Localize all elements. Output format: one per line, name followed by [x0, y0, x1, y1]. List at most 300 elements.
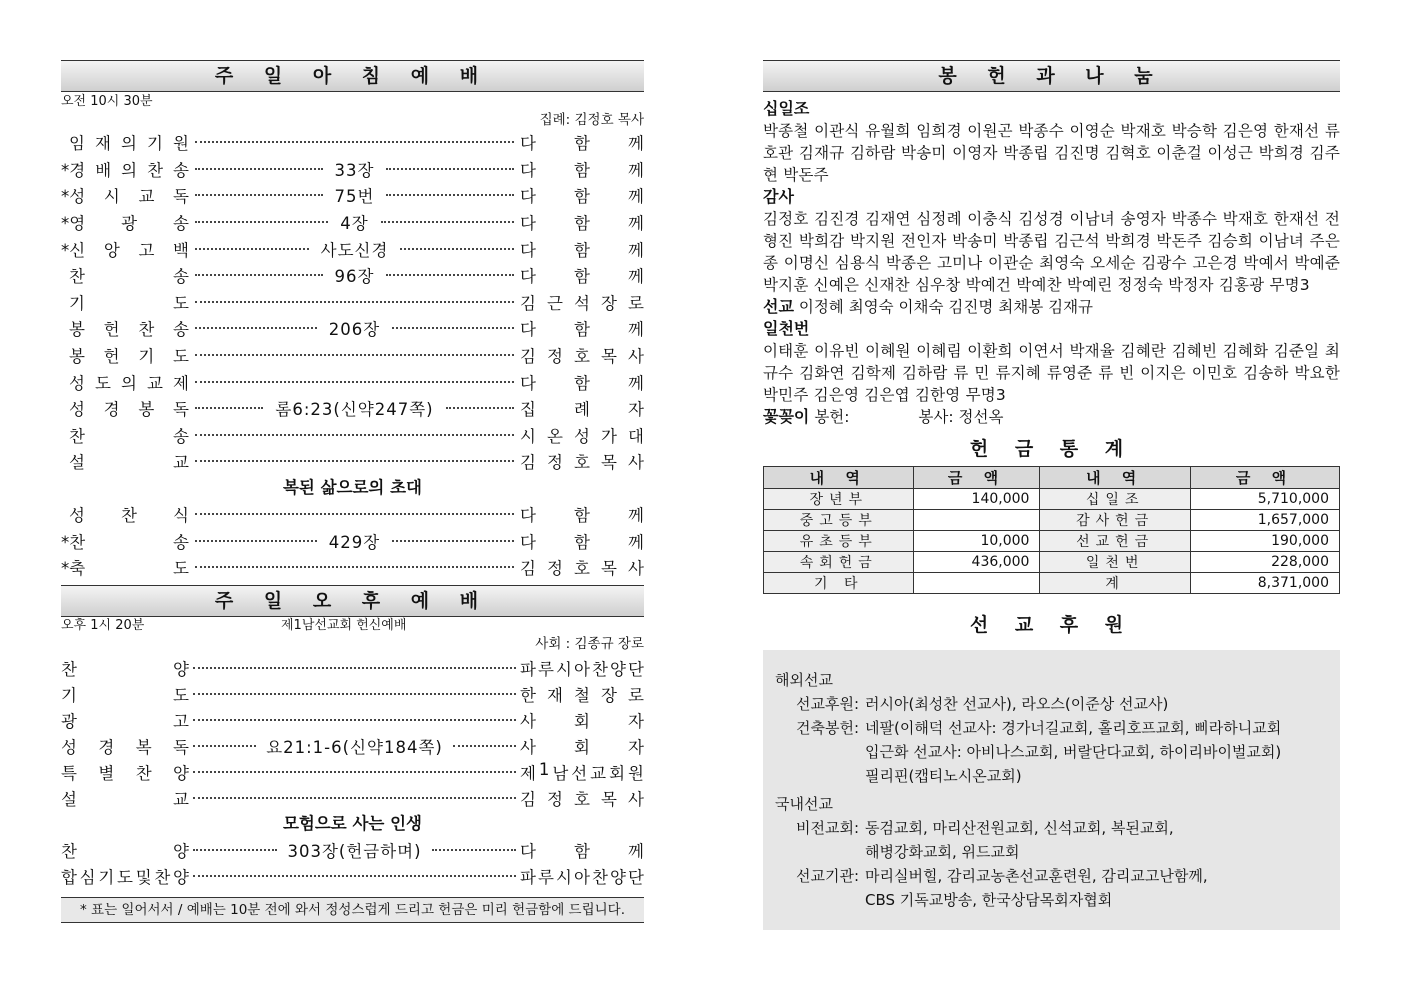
afternoon-time: 오후 1시 20분: [61, 617, 145, 633]
flower-offer: 봉헌:: [814, 408, 850, 426]
label-char: 찬: [61, 659, 77, 679]
leader-dots: [453, 745, 516, 747]
who-char: 께: [628, 134, 644, 154]
money-header: 내 역: [764, 467, 914, 489]
label-char: 도: [173, 559, 189, 579]
who-char: 다: [520, 214, 536, 234]
label-char: 설: [69, 453, 85, 473]
who-char: 대: [628, 426, 644, 446]
money-amount: 436,000: [914, 552, 1040, 573]
who-char: 목: [601, 453, 617, 473]
who-char: 호: [574, 453, 590, 473]
order-detail: 사도신경: [320, 240, 389, 260]
label-char: 송: [173, 267, 189, 287]
domestic-list: [775, 816, 1328, 912]
domestic-title: 국내선교: [775, 795, 833, 813]
who-char: 김: [520, 293, 536, 313]
who-char: 시: [520, 426, 536, 446]
label-char: 고: [173, 711, 189, 731]
support-value: 입근화 선교사: 아비나스교회, 버랄단다교회, 하이리바이벌교회): [865, 743, 1282, 761]
ilcheon-names: 이태훈 이유빈 이혜원 이혜림 이환희 이연서 박재율 김혜란 김혜빈 김혜화 김준일 최규수 김화연 김학제 김하람 류 민 류지혜 류영준 류 빈 이지은 이민호 김송하 박요한 박민주 김은영 김은엽 김한영 무명3: [763, 342, 1340, 404]
who-char: 함: [574, 506, 590, 526]
who-char: 단: [628, 659, 644, 679]
who-char: 께: [628, 373, 644, 393]
leader-dots: [386, 194, 514, 196]
order-label: [61, 449, 189, 473]
order-item: [61, 863, 644, 889]
who-char: 회: [574, 711, 590, 731]
afternoon-subtitle: 제1남선교회 헌신예배: [281, 617, 407, 633]
label-char: 성: [69, 373, 85, 393]
order-item: [61, 707, 644, 733]
leader-dots: [195, 434, 514, 436]
label-char: 제: [173, 373, 189, 393]
morning-leader: 집례: 김정호 목사: [539, 112, 644, 128]
leader-dots: [195, 566, 514, 568]
label-char: 도: [117, 867, 133, 887]
who-char: 로: [628, 293, 644, 313]
who-char: 께: [628, 240, 644, 260]
label-char: 양: [173, 659, 189, 679]
who-char: 례: [574, 400, 590, 420]
money-category: 중고등부: [764, 510, 914, 531]
label-char: 별: [98, 763, 115, 783]
order-detail: 33장: [334, 160, 375, 180]
leader-dots: [193, 667, 516, 669]
leader-dots: [400, 248, 514, 250]
leader-dots: [432, 849, 516, 851]
who-char: 자: [628, 400, 644, 420]
order-person: [520, 760, 644, 784]
label-char: 경: [98, 737, 115, 757]
order-label: [61, 529, 189, 553]
label-char: 교: [138, 187, 155, 207]
order-label: [61, 555, 189, 579]
leader-dots: [195, 301, 514, 303]
who-char: 호: [574, 559, 590, 579]
label-char: 봉: [138, 400, 155, 420]
who-char: 아: [574, 659, 590, 679]
support-line: [775, 888, 1328, 912]
order-label: [61, 370, 189, 394]
who-char: 장: [601, 293, 617, 313]
label-char: 기: [98, 867, 115, 887]
leader-dots: [195, 221, 328, 223]
who-char: 정: [547, 789, 563, 809]
label-char: 합: [61, 867, 77, 887]
leader-dots: [193, 719, 516, 721]
order-person: [520, 838, 644, 862]
who-char: 사: [628, 453, 644, 473]
label-char: 기: [138, 347, 155, 367]
support-value: CBS 기독교방송, 한국상담목회자협회: [865, 891, 1113, 909]
thanks-names: 김정호 김진경 김재연 심정례 이충식 김성경 이남녀 송영자 박종수 박재호 한재선 전형진 박희감 박지원 전인자 박송미 박종립 김근석 박희경 박돈주 김승희 이남녀 주은종 이명신 심용식 박종은 고미나 이관순 최영숙 오세순 김광수 고은경 박예서 박예준 박지훈 신예은 신재찬 심우창 박예건 박예찬 박예린 정정숙 박정자 김홍광 무명3: [763, 210, 1340, 294]
who-char: 찬: [592, 659, 608, 679]
worship-note: * 표는 일어서서 / 예배는 10분 전에 와서 정성스럽게 드리고 헌금은 미리 헌금함에 드립니다.: [61, 897, 644, 923]
label-char: 임: [69, 134, 85, 154]
label-char: 봉: [69, 320, 85, 340]
label-char: 광: [121, 214, 138, 234]
money-row: [764, 552, 1340, 573]
money-body: [764, 489, 1340, 594]
support-key: [775, 840, 865, 864]
who-char: 온: [547, 426, 563, 446]
label-char: 특: [61, 763, 77, 783]
order-item: [61, 448, 644, 475]
who-char: 제: [520, 763, 536, 783]
afternoon-service-title: 주 일 오 후 예 배: [61, 585, 644, 617]
who-char: 사: [628, 789, 644, 809]
who-char: 김: [520, 347, 536, 367]
leader-dots: [193, 875, 516, 877]
label-char: 심: [79, 867, 96, 887]
who-char: 정: [547, 347, 563, 367]
order-item: [61, 235, 644, 262]
order-item: [61, 655, 644, 681]
label-char: *축: [61, 559, 86, 579]
label-char: 성: [69, 400, 85, 420]
order-detail: 요21:1-6(신약184쪽): [266, 737, 443, 757]
who-char: 함: [574, 214, 590, 234]
who-char: 께: [628, 320, 644, 340]
money-row: [764, 573, 1340, 594]
who-char: 남: [552, 763, 569, 783]
money-amount: [914, 510, 1040, 531]
support-line: [775, 740, 1328, 764]
mission-offering-title: 선교: [763, 297, 794, 316]
label-char: 헌: [103, 320, 120, 340]
flower-line: [763, 406, 1340, 428]
order-label: [61, 760, 189, 784]
leader-dots: [392, 327, 514, 329]
support-line: [775, 692, 1328, 716]
order-item: [61, 395, 644, 422]
support-line: [775, 716, 1328, 740]
money-category: 장년부: [764, 489, 914, 510]
who-char: 파: [520, 867, 536, 887]
label-char: *신: [61, 240, 86, 260]
order-label: [61, 263, 189, 287]
money-row: [764, 510, 1340, 531]
who-char: 사: [520, 711, 536, 731]
money-header: 금 액: [1190, 467, 1339, 489]
who-char: 김: [520, 453, 536, 473]
order-person: [520, 210, 644, 234]
order-item: [61, 156, 644, 183]
right-column: [763, 60, 1340, 930]
leader-dots: [193, 745, 256, 747]
who-char: 함: [574, 841, 590, 861]
support-line: [775, 816, 1328, 840]
flower-title: 꽃꽂이: [763, 407, 810, 426]
label-char: 도: [173, 347, 189, 367]
order-item: [61, 733, 644, 759]
order-item: [61, 422, 644, 449]
left-column: [61, 60, 644, 923]
label-char: *성: [61, 187, 86, 207]
order-item: [61, 501, 644, 528]
order-person: [520, 682, 644, 706]
who-char: 함: [574, 373, 590, 393]
order-item: [61, 315, 644, 342]
label-char: 송: [173, 160, 189, 180]
label-char: 고: [138, 240, 155, 260]
money-category: 유초등부: [764, 531, 914, 552]
order-person: [520, 290, 644, 314]
support-key: 선교후원:: [795, 695, 859, 713]
label-char: 도: [95, 373, 111, 393]
who-char: 께: [628, 841, 644, 861]
who-char: 석: [574, 293, 590, 313]
support-value: 필리핀(캡티노시온교회): [865, 767, 1022, 785]
who-char: 정: [547, 453, 563, 473]
who-char: 다: [520, 267, 536, 287]
who-char: 다: [520, 841, 536, 861]
who-char: 시: [556, 867, 572, 887]
label-char: 원: [173, 134, 189, 154]
who-char: 함: [574, 532, 590, 552]
who-char: 회: [609, 763, 626, 783]
order-person: [520, 370, 644, 394]
leader-dots: [195, 248, 309, 250]
morning-service-title: 주 일 아 침 예 배: [61, 60, 644, 92]
order-person: [520, 157, 644, 181]
who-char: 자: [628, 711, 644, 731]
label-char: 독: [173, 187, 189, 207]
leader-dots: [386, 274, 514, 276]
money-amount: 10,000: [914, 531, 1040, 552]
order-item: [61, 209, 644, 236]
leader-dots: [193, 797, 516, 799]
money-amount: [914, 573, 1040, 594]
order-label: [61, 210, 189, 234]
leader-dots: [195, 407, 263, 409]
who-char: 교: [590, 763, 607, 783]
afternoon-order-list-2: [61, 837, 644, 889]
money-category: 감사헌금: [1040, 510, 1190, 531]
who-char: 사: [628, 559, 644, 579]
who-char: 다: [520, 160, 536, 180]
label-char: 재: [95, 134, 111, 154]
order-label: [61, 838, 189, 862]
label-char: 도: [173, 293, 189, 313]
support-key: 건축봉헌:: [795, 719, 859, 737]
who-char: 사: [520, 737, 536, 757]
order-person: [520, 786, 644, 810]
label-char: 백: [173, 240, 189, 260]
leader-dots: [446, 407, 514, 409]
support-line: [775, 840, 1328, 864]
leader-dots: [195, 168, 323, 170]
who-char: 김: [520, 789, 536, 809]
who-char: 회: [574, 737, 590, 757]
who-char: 자: [628, 737, 644, 757]
label-char: 독: [173, 400, 189, 420]
who-char: 함: [574, 320, 590, 340]
who-char: 함: [574, 187, 590, 207]
order-label: [61, 290, 189, 314]
order-person: [520, 449, 644, 473]
leader-dots: [195, 540, 317, 542]
who-char: 께: [628, 506, 644, 526]
who-char: 호: [574, 789, 590, 809]
who-char: 재: [547, 685, 563, 705]
morning-order-list: [61, 129, 644, 475]
label-char: *영: [61, 214, 86, 234]
label-char: 광: [61, 711, 77, 731]
who-char: 정: [547, 559, 563, 579]
label-char: 설: [61, 789, 77, 809]
money-amount: 190,000: [1190, 531, 1339, 552]
order-person: [520, 708, 644, 732]
leader-dots: [195, 194, 323, 196]
morning-order-list-2: [61, 501, 644, 581]
label-char: 헌: [103, 347, 120, 367]
morning-sermon-title: 복된 삶으로의 초대: [282, 477, 422, 497]
label-char: 송: [173, 320, 189, 340]
label-char: 경: [103, 400, 120, 420]
afternoon-sermon-title: 모험으로 사는 인생: [282, 813, 422, 833]
order-person: [520, 237, 644, 261]
who-char: 께: [628, 187, 644, 207]
order-label: [61, 183, 189, 207]
order-label: [61, 864, 189, 888]
who-char: 김: [520, 559, 536, 579]
who-char: 찬: [592, 867, 608, 887]
afternoon-order-list: [61, 655, 644, 811]
leader-dots: [381, 221, 514, 223]
who-char: 가: [601, 426, 617, 446]
who-char: 함: [574, 240, 590, 260]
money-amount: 8,371,000: [1190, 573, 1339, 594]
order-person: [520, 555, 644, 579]
who-char: 성: [574, 426, 590, 446]
money-amount: 228,000: [1190, 552, 1339, 573]
label-char: 양: [173, 867, 189, 887]
label-char: 교: [173, 453, 189, 473]
money-category: 계: [1040, 573, 1190, 594]
support-line: [775, 764, 1328, 788]
order-item: [61, 681, 644, 707]
who-char: 장: [601, 685, 617, 705]
morning-time: 오전 10시 30분: [61, 94, 153, 109]
order-detail: 429장: [328, 532, 381, 552]
who-char: 다: [520, 240, 536, 260]
order-label: [61, 130, 189, 154]
leader-dots: [195, 327, 317, 329]
support-key: [775, 764, 865, 788]
order-person: [520, 864, 644, 888]
support-line: [775, 864, 1328, 888]
money-category: 십일조: [1040, 489, 1190, 510]
support-title: 선 교 후 원: [969, 614, 1134, 636]
support-value: 네팔(이해덕 선교사: 경가너길교회, 홀리호프교회, 삐라하니교회: [865, 719, 1282, 737]
order-label: [61, 708, 189, 732]
order-person: [520, 396, 644, 420]
who-char: 다: [520, 532, 536, 552]
who-char: 루: [538, 659, 554, 679]
leader-dots: [195, 513, 514, 515]
money-category: 일천번: [1040, 552, 1190, 573]
leader-dots: [195, 141, 514, 143]
order-person: [520, 529, 644, 553]
money-row: [764, 531, 1340, 552]
order-label: [61, 237, 189, 261]
who-char: 로: [628, 685, 644, 705]
overseas-title: 해외선교: [775, 671, 833, 689]
money-category: 속회헌금: [764, 552, 914, 573]
label-char: 찬: [138, 320, 155, 340]
order-item: [61, 527, 644, 554]
who-char: 다: [520, 320, 536, 340]
order-item: [61, 368, 644, 395]
order-label: [61, 423, 189, 447]
who-char: 사: [628, 347, 644, 367]
order-label: [61, 682, 189, 706]
order-person: [520, 343, 644, 367]
mission-offering-line: [763, 296, 1340, 318]
label-char: 기: [61, 685, 77, 705]
money-header-row: [764, 467, 1340, 489]
label-char: 독: [173, 737, 189, 757]
afternoon-meta: [61, 617, 644, 635]
who-char: 다: [520, 373, 536, 393]
label-char: 찬: [61, 841, 77, 861]
support-value: 동검교회, 마리산전원교회, 신석교회, 복된교회,: [865, 819, 1174, 837]
label-char: 복: [135, 737, 152, 757]
order-item: [61, 182, 644, 209]
label-char: 시: [103, 187, 120, 207]
label-char: 송: [173, 426, 189, 446]
leader-dots: [195, 354, 514, 356]
who-char: 함: [574, 160, 590, 180]
order-item: [61, 785, 644, 811]
label-char: 식: [173, 506, 189, 526]
mission-support-box: [763, 650, 1340, 930]
label-char: 송: [173, 214, 189, 234]
order-label: [61, 343, 189, 367]
order-label: [61, 396, 189, 420]
tithe-title: 십일조: [763, 99, 810, 118]
leader-dots: [193, 849, 277, 851]
who-char: 근: [547, 293, 563, 313]
label-char: *경: [61, 160, 86, 180]
money-header: 금 액: [914, 467, 1040, 489]
order-detail: 96장: [334, 267, 375, 287]
who-char: 다: [520, 187, 536, 207]
order-detail: 303장(헌금하며): [287, 841, 422, 861]
who-char: 께: [628, 214, 644, 234]
order-item: [61, 759, 644, 785]
leader-dots: [392, 540, 514, 542]
order-item: [61, 837, 644, 863]
label-char: 교: [173, 789, 189, 809]
support-key: [775, 888, 865, 912]
who-char: 목: [601, 559, 617, 579]
who-char: 시: [556, 659, 572, 679]
who-char: 다: [520, 506, 536, 526]
label-char: 양: [173, 763, 189, 783]
support-value: 해병강화교회, 위드교회: [865, 843, 1020, 861]
label-char: 찬: [135, 763, 152, 783]
who-char: 께: [628, 160, 644, 180]
order-detail: 206장: [328, 320, 381, 340]
money-category: 선교헌금: [1040, 531, 1190, 552]
order-detail: 4장: [340, 214, 369, 234]
order-person: [520, 423, 644, 447]
label-char: *찬: [61, 532, 86, 552]
who-char: 께: [628, 532, 644, 552]
